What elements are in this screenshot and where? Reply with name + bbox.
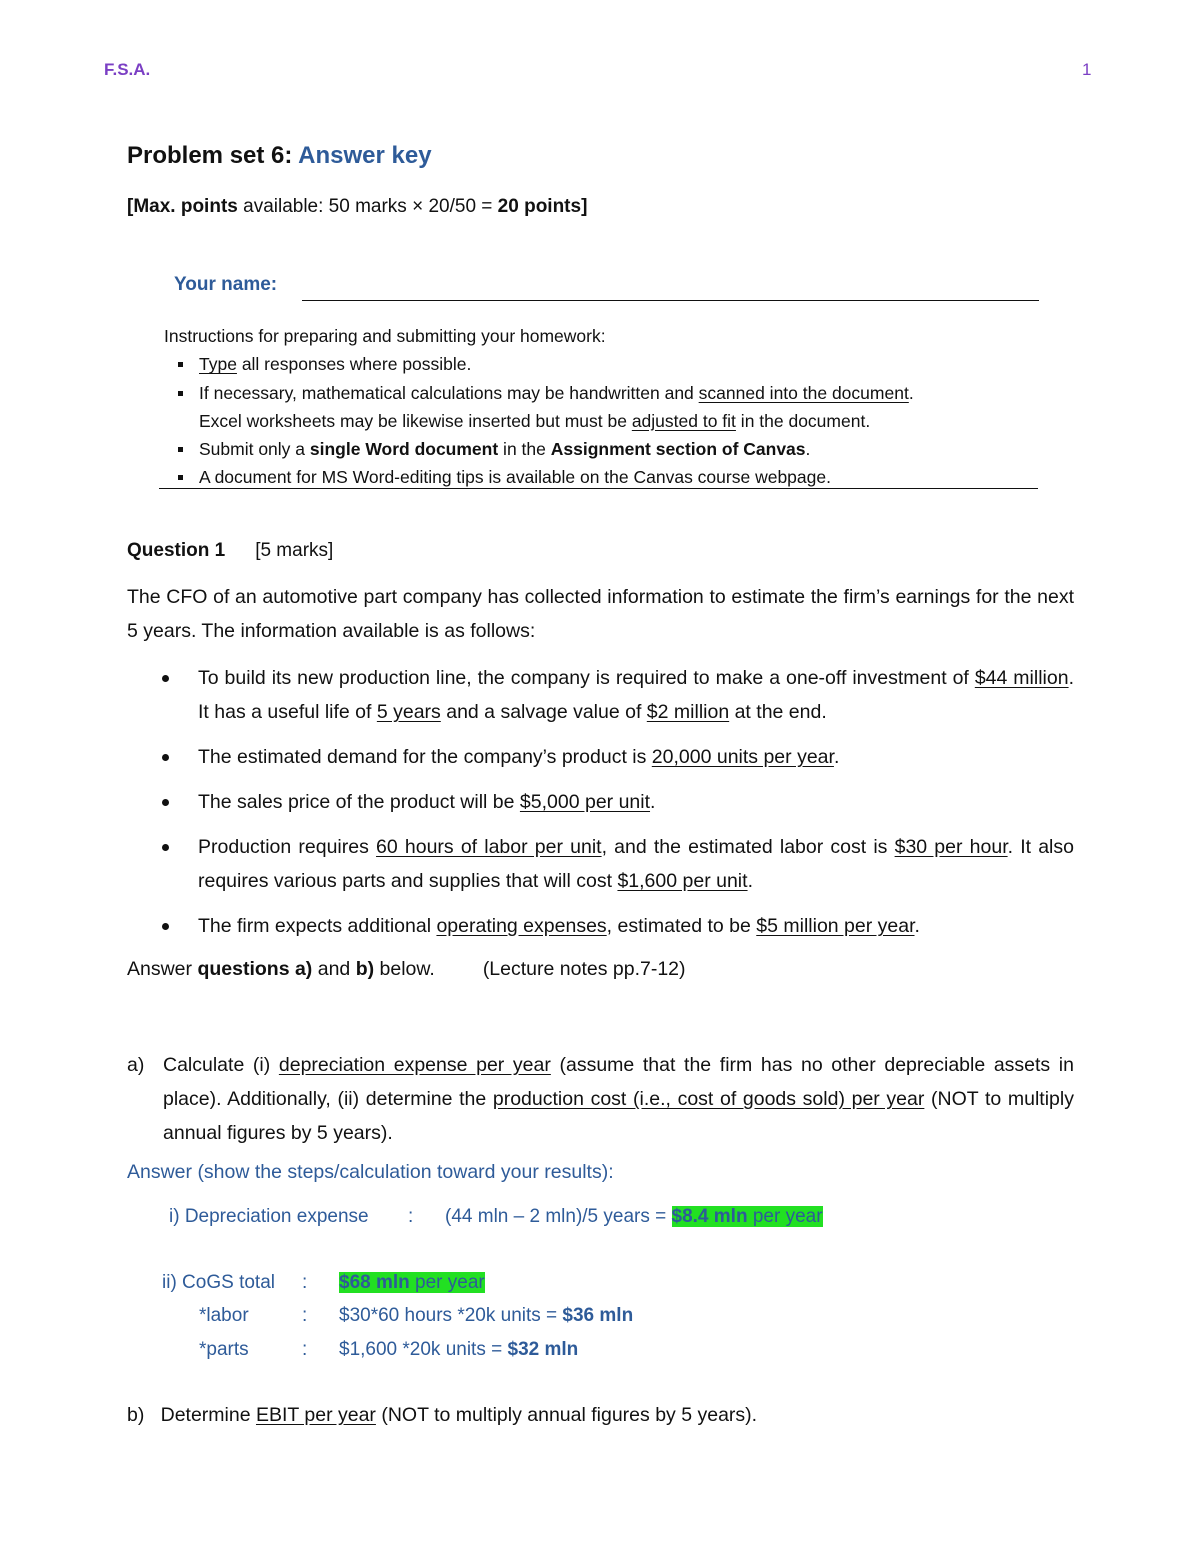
header-initials: F.S.A. <box>104 60 151 79</box>
question-1-label: Question 1 <box>127 540 226 561</box>
question-1-marks: [5 marks] <box>255 540 334 561</box>
max-points-open: [Max. points <box>127 196 238 217</box>
bullet-underline: $5,000 per unit <box>519 791 651 813</box>
lecture-reference: (Lecture notes pp.7-12) <box>482 958 686 980</box>
bullet-underline: 60 hours of labor per unit <box>376 836 602 858</box>
part-a-text <box>127 1048 1074 1150</box>
bullet-text: . It also requires various parts and supplies that will cost <box>198 836 1074 892</box>
bullet-underline: $5 million per year <box>756 915 915 937</box>
instruction-text: . <box>908 382 914 403</box>
instruction-text: Excel worksheets may be likewise inserted but must be <box>199 410 632 431</box>
cogs-label: ii) CoGS total <box>162 1272 275 1293</box>
parts-result: $32 mln <box>507 1339 579 1360</box>
labor-result: $36 mln <box>562 1305 634 1326</box>
bullet-item <box>127 661 1074 729</box>
answer-prompt-text: Answer <box>127 958 198 980</box>
bullet-underline: 20,000 units per year <box>651 746 834 768</box>
bullet-text: and a salvage value of <box>440 701 647 723</box>
instruction-text: in the document. <box>735 410 871 431</box>
bullet-text: . It has a useful life of <box>198 667 1074 723</box>
bullet-text: . <box>747 870 753 892</box>
depreciation-calc <box>445 1206 823 1228</box>
your-name-label: Your name: <box>174 274 278 295</box>
page-title <box>127 142 432 170</box>
title-answer-key: Answer key <box>298 142 432 169</box>
instruction-item <box>164 379 914 407</box>
bullet-text: The firm expects additional <box>198 915 437 937</box>
part-b-text: Determine <box>160 1404 256 1426</box>
part-b-question <box>127 1404 757 1427</box>
instructions-divider <box>159 488 1038 489</box>
bullet-text: . <box>650 791 656 813</box>
instruction-text: Submit only a <box>199 439 310 460</box>
instructions-heading: Instructions for preparing and submitting your homework: <box>164 326 606 346</box>
depreciation-colon: : <box>408 1206 414 1227</box>
instruction-text: all responses where possible. <box>236 354 472 375</box>
depreciation-label: i) Depreciation expense <box>169 1206 369 1227</box>
part-b-tag: b) <box>127 1404 145 1426</box>
bullet-underline: operating expenses <box>436 915 607 937</box>
instruction-item <box>164 350 914 378</box>
part-b-text: (NOT to multiply annual figures by 5 years). <box>375 1404 758 1426</box>
question-1-bullets <box>127 661 1074 954</box>
parts-colon: : <box>302 1339 308 1360</box>
answer-prompt <box>127 958 686 981</box>
bullet-underline: 5 years <box>376 701 441 723</box>
instruction-text: in the <box>498 439 551 460</box>
max-points-total: 20 points] <box>497 196 588 217</box>
depreciation-formula: (44 mln – 2 mln)/5 years = <box>445 1206 667 1227</box>
answer-label: Answer (show the steps/calculation toward your results): <box>127 1161 614 1183</box>
question-1-heading <box>127 540 333 562</box>
answer-prompt-bold: b) <box>355 958 375 980</box>
bullet-text: The sales price of the product will be <box>198 791 520 813</box>
instruction-underline: adjusted to fit <box>631 410 736 431</box>
bullet-underline: $2 million <box>646 701 730 723</box>
answer-prompt-text: below. <box>374 958 435 980</box>
part-a-tag: a) <box>127 1054 145 1076</box>
instruction-text: A document for MS Word-editing tips is available on the Canvas course webpage. <box>199 467 831 488</box>
instructions-box <box>164 322 914 492</box>
depreciation-result-highlight <box>672 1206 823 1227</box>
parts-formula: $1,600 *20k units = <box>339 1339 503 1360</box>
labor-colon: : <box>302 1305 308 1326</box>
part-b-underline: EBIT per year <box>255 1404 376 1426</box>
labor-calc <box>339 1305 633 1327</box>
parts-label: *parts <box>199 1339 249 1360</box>
title-prefix: Problem set 6: <box>127 142 299 169</box>
bullet-text: The estimated demand for the company’s product is <box>198 746 652 768</box>
part-a-underline: depreciation expense per year <box>278 1054 551 1076</box>
instruction-bold: Assignment section of Canvas <box>550 439 806 460</box>
question-1-intro: The CFO of an automotive part company has collected information to estimate the firm’s earnings for the next 5 years. The information available is as follows: <box>127 586 1074 642</box>
bullet-underline: $1,600 per unit <box>617 870 748 892</box>
part-a-text-span: (assume that the firm has no other depreciable assets in place). Additionally, (ii) determine the <box>163 1054 1074 1110</box>
instruction-item <box>164 435 914 463</box>
answer-prompt-text: and <box>312 958 356 980</box>
cogs-result-highlight <box>339 1272 485 1294</box>
answer-prompt-bold: questions a) <box>197 958 313 980</box>
bullet-text: , and the estimated labor cost is <box>601 836 895 858</box>
part-a-question <box>127 1048 1074 1150</box>
bullet-text: , estimated to be <box>606 915 757 937</box>
per-year-text: per year <box>409 1272 485 1293</box>
instruction-text: If necessary, mathematical calculations may be handwritten and <box>199 382 699 403</box>
bullet-item <box>127 909 1074 943</box>
bullet-text: Production requires <box>198 836 377 858</box>
per-year-text: per year <box>747 1206 823 1227</box>
bullet-item <box>127 785 1074 819</box>
labor-label: *labor <box>199 1305 249 1326</box>
instruction-bold: single Word document <box>309 439 499 460</box>
part-a-underline: production cost (i.e., cost of goods sold) per year <box>492 1088 925 1110</box>
bullet-text: at the end. <box>729 701 827 723</box>
max-points <box>127 196 587 218</box>
part-a-text-span: (NOT to multiply annual figures by 5 years). <box>163 1088 1074 1144</box>
bullet-text: . <box>914 915 920 937</box>
instruction-underline: scanned into the document <box>698 382 909 403</box>
parts-calc <box>339 1339 578 1361</box>
bullet-underline: $30 per hour <box>894 836 1008 858</box>
page-number: 1 <box>1082 60 1092 79</box>
bullet-text: To build its new production line, the company is required to make a one-off investment of <box>198 667 975 689</box>
instruction-text: . <box>805 439 811 460</box>
bullet-underline: $44 million <box>974 667 1069 689</box>
cogs-result: $68 mln <box>339 1272 410 1293</box>
your-name-field[interactable] <box>302 300 1039 301</box>
max-points-mid: available: 50 marks × 20/50 = <box>237 196 498 217</box>
part-a-text-span: Calculate (i) <box>163 1054 279 1076</box>
bullet-item <box>127 740 1074 774</box>
bullet-item <box>127 830 1074 898</box>
labor-formula: $30*60 hours *20k units = <box>339 1305 558 1326</box>
bullet-text: . <box>833 746 840 768</box>
depreciation-result: $8.4 mln <box>671 1206 748 1227</box>
instruction-item-continued <box>164 407 914 435</box>
instruction-underline: Type <box>199 354 237 375</box>
cogs-colon: : <box>302 1272 308 1293</box>
